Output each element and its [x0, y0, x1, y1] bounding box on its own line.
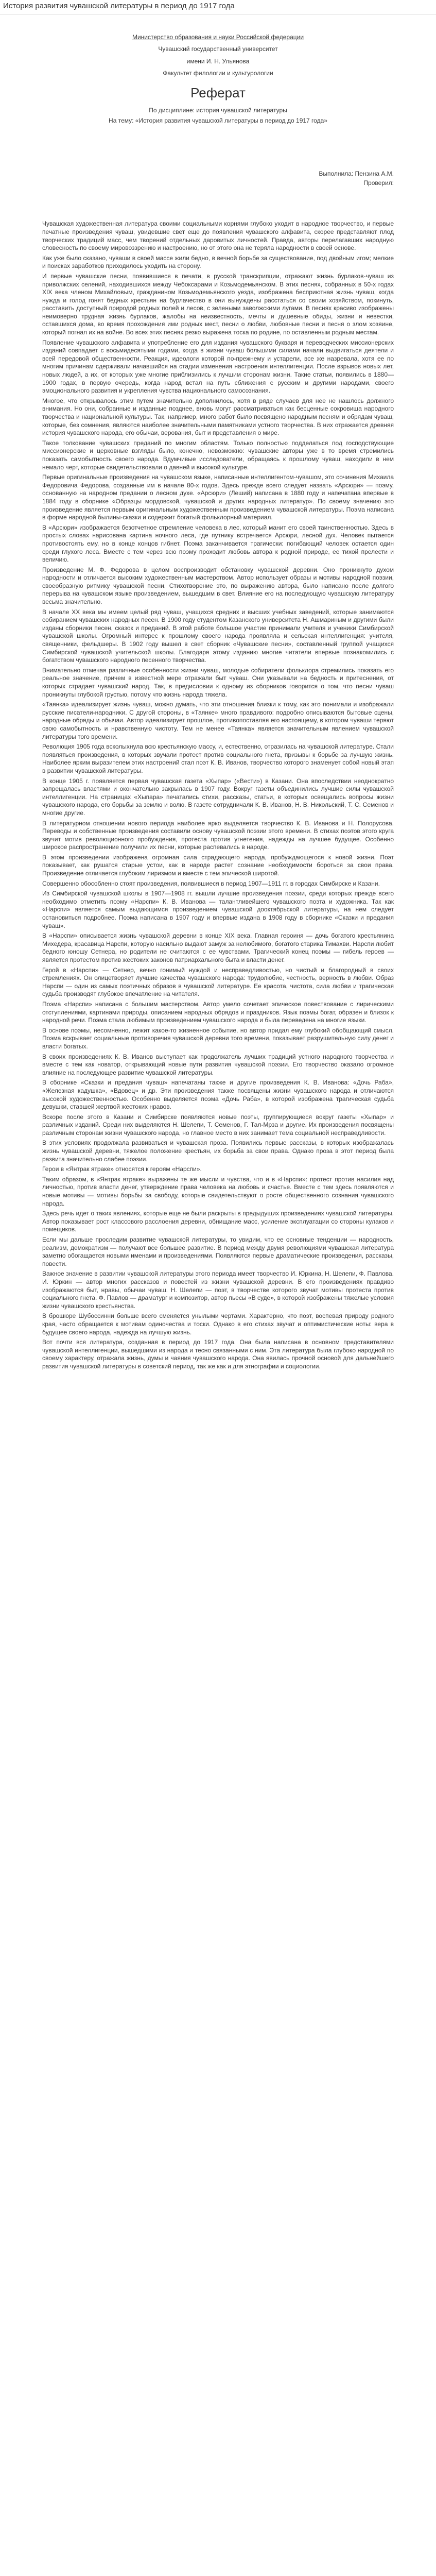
paragraph: В конце 1905 г. появляется первая чувашская газета «Хыпар» («Вести») в Казани. Она впоследствии неоднократно запрещалась властями и окончательно закрылась в 1907 году. Вокруг газеты объединились лучшие силы чувашской интеллигенции. На страницах «Хыпара» печатались стихи, рассказы, статьи, в которых освещались вопросы жизни чувашского народа, его борьбы за землю и волю. В газете сотрудничали К. В. Иванов, Н. В. Никольский, Т. С. Семенов и многие другие.: [42, 777, 394, 817]
paragraph: Герой в «Нарспи» — Сетнер, вечно гонимый нуждой и несправедливостью, но чистый и благородный в своих стремлениях. Он олицетворяет лучшие качества чувашского народа: трудолюбие, честность, верность в любви. Образ Нарспи — один из самых поэтичных образов в чувашской литературе. Ее красота, чистота, сила любви и трагическая судьба производят глубокое впечатление на читателя.: [42, 966, 394, 998]
paragraph: Вскоре после этого в Казани и Симбирске появляются новые поэты, группирующиеся вокруг газеты «Хыпар» и различных изданий. Среди них выделяются Н. Шелепи, Т. Семенов, Г. Тал-Мрза и другие. Их произведения посвящены различным сторонам жизни чувашского народа, но главное место в них занимает тема социальной несправедливости.: [42, 1113, 394, 1137]
paragraph: Вот почти вся литература, созданная в период до 1917 года. Она была написана в основном представителями чувашской интеллигенции, вышедшими из народа и тесно связанными с ним. Эта литература была глубоко народной по своему характеру, отражала жизнь, думы и чаяния чувашского народа. Она явилась прочной основой для дальнейшего развития чувашской литературы в советский период, так же как и для этнографии и социологии.: [42, 1338, 394, 1370]
checked-by-line: Проверил:: [363, 179, 394, 187]
paragraph: И первые чувашские песни, появившиеся в печати, в русской транскрипции, отражают жизнь бурлаков-чуваш из приволжских селений, находившихся между Чебоксарами и Козьмодемьянском. В этих песнях, собранных в 50-х годах XIX века членом Михайловым, гражданином Козьмодемьянского уезда, изображена бесприютная жизнь чуваш, когда нужда и голод гонят бедных крестьян на бурлачество в они вынуждены расстаться со своим хозяйством, покинуть, расставить доступный природой родных полей и лесов, с зелеными заволжскими лугами. В песнях красиво изображены неимоверно трудная жизнь бурлаков, жалобы на неизвестность, мечты и душевные обиды, жизни и невестки, оставшихся дома, во время прохождения ими родных мест, песни о любви, любовные песни и песня о злом хозяине, который погнал их на войне. Во всех этих песнях резко выражена тоска по родине, по оставленным родным местам.: [42, 272, 394, 336]
paragraph: Из Симбирской чувашской школы в 1907—1908 гг. вышли лучшие произведения поэзии, среди которых прежде всего необходимо отметить поэму «Нарспи» К. В. Иванова — талантливейшего чувашского поэта и художника. Так как «Нарспи» является самым выдающимся произведением чувашской дооктябрьской литературы, на нем следует остановиться подробнее. Поэма написана в 1907 году и впервые издана в 1908 году в сборнике «Сказки и предания чуваш».: [42, 890, 394, 929]
paragraph: Здесь речь идет о таких явлениях, которые еще не были раскрыты в предыдущих произведениях чувашской литературы. Автор показывает рост классового расслоения деревни, обнищание масс, усиление эксплуатации со стороны кулаков и помещиков.: [42, 1210, 394, 1233]
paragraph: Поэма «Нарспи» написана с большим мастерством. Автор умело сочетает эпическое повествование с лирическими отступлениями, картинами природы, описанием народных обрядов и праздников. Язык поэмы богат, образен и близок к народной речи. Поэма стала любимым произведением чувашского народа и была переведена на многие языки.: [42, 1000, 394, 1024]
paragraph: Чувашская художественная литература своими социальными корнями глубоко уходит в народное творчество, и первые печатные произведения чуваш, увидевшие свет еще до появления чувашского алфавита, скорее представляют плод творческих традиций масс, чем творений отдельных даровитых личностей. Правда, авторы перелагавших народную словесность по своему мировоззрению и настроению, но от этого она не теряла народности в своей основе.: [42, 220, 394, 252]
university-line: Чувашский государственный университет: [158, 45, 278, 53]
paragraph: В своих произведениях К. В. Иванов выступает как продолжатель лучших традиций устного народного творчества и вместе с тем как новатор, открывающий новые пути развития чувашской поэзии. Его творчество оказало огромное влияние на последующее развитие чувашской литературы.: [42, 1053, 394, 1076]
paragraph: В сборнике «Сказки и предания чуваш» напечатаны также и другие произведения К. В. Иванова: «Дочь Раба», «Железная кадушка», «Вдовец» и др. Эти произведения также посвящены жизни чувашского народа и отличаются высокой художественностью. Особенно выделяется поэма «Дочь Раба», в которой изображена трагическая судьба девушки, ставшей жертвой жестоких нравов.: [42, 1079, 394, 1111]
paragraph: Произведение М. Ф. Федорова в целом воспроизводит обстановку чувашской деревни. Оно проникнуто духом народности и отличается высоким художественным мастерством. Автор использует образы и мотивы народной поэзии, своеобразную ритмику чувашской песни. Стихотворение это, по выражению автора, было написано после долгого перерыва на чувашском языке произведением, вышедшим в свет. Влияние его на последующую чувашскую литературу весьма значительно.: [42, 566, 394, 606]
paragraph: Многое, что открывалось этим путем значительно дополнилось, хотя в ряде случаев для нее не нашлось должного внимания. Но они, собранные и изданные позднее, вновь могут рассматриваться как бесценные сокровища народного творчества и национальной культуры. Так, например, много работ было посвящено народным песням и обрядам чуваш, которые, без сомнения, являются наиболее значительными памятниками устного творчества. В них отражается древняя история чувашского народа, его обычаи, верования, быт и представления о мире.: [42, 397, 394, 437]
paragraph: «Таянка» идеализирует жизнь чуваш, можно думать, что эти отношения близки к тому, как это понимали и изображали русские писатели-народники. С другой стороны, в «Таянке» много правдивого: подробно описываются бытовые сцены, народные обряды и обычаи. Автор идеализирует прошлое, противопоставляя его настоящему, в котором чуваши теряют свою самобытность и нравственную чистоту. Тем не менее «Таянка» является значительным явлением чувашской литературы того времени.: [42, 701, 394, 740]
document-body: [0, 15, 436, 1388]
document-type-heading: Реферат: [190, 84, 246, 100]
paragraph: Как уже было сказано, чуваши в своей массе жили бедно, в вечной борьбе за существование, под двойным игом; мелкие и поисках заработков приходилось уходить на сторону.: [42, 254, 394, 270]
paragraph: Революция 1905 года всколыхнула всю крестьянскую массу, и, естественно, отразилась на чувашской литературе. Стали появляться произведения, в которых звучали протест против социального гнета, призывы к борьбе за лучшую жизнь. Наиболее ярким выразителем этих настроений стал поэт К. В. Иванов, творчество которого знаменует собой новый этап в развитии чувашской литературы.: [42, 743, 394, 774]
paragraph: В начале XX века мы имеем целый ряд чуваш, учащихся средних и высших учебных заведений, которые занимаются собиранием чувашских народных песен. В 1900 году студентом Казанского университета Н. Ашмариным и другими были изданы сборники песен, сказок и преданий. В этой работе большое участие принимали учителя и ученики Симбирской чувашской школы. Огромный интерес к прошлому своего народа проявляла и сельская интеллигенция: учителя, священники, фельдшеры. В 1902 году вышел в свет сборник «Чувашские песни», составленный группой учащихся Симбирской чувашской учительской школы. Благодаря этому изданию многие читатели впервые познакомились с богатством чувашского народного песенного творчества.: [42, 608, 394, 664]
paragraph: Если мы дальше проследим развитие чувашской литературы, то увидим, что ее основные тенденции — народность, реализм, демократизм — получают все большее развитие. В период между двумя революциями чувашская литература заметно обогащается новыми именами и произведениями. Появляются первые драматические произведения, рассказы, повести.: [42, 1236, 394, 1267]
paragraph: В этом произведении изображена огромная сила страдающего народа, пробуждающегося к новой жизни. Поэт показывает, как рушатся старые устои, как в народе растет сознание необходимости бороться за свои права. Произведение отличается глубоким лиризмом и вместе с тем эпической широтой.: [42, 853, 394, 877]
paragraph: В основе поэмы, несомненно, лежит какое-то жизненное событие, но автор придал ему глубокий обобщающий смысл. Поэма вскрывает социальные противоречия чувашской деревни того времени, показывает разрушительную силу денег и власти богатых.: [42, 1026, 394, 1050]
faculty-line: Факультет филологии и культурологии: [163, 70, 273, 77]
paragraph: Появление чувашского алфавита и употребление его для издания чувашского букваря и переводческих миссионерских изданий совпадает с восьмидесятыми годами, когда в жизни чуваш большими силами начали выдвигаться деятели и всей передовой общественности. Реакция, идеологи которой по-прежнему и устарели, все же назревала, хотя ее по многим причинам сдерживали начавшийся на стадии изменения настроения интеллигенции. После взрывов новых лет, новых людей, а их, от которых уже многие приблизились к лучшим сторонам жизни. Такие статьи, появились в 1880—1900 годах, в первую очередь, когда народ встал на путь сближения с русским и другими народами, своего эмоционального развития и укрепления чувства национального самосознания.: [42, 338, 394, 395]
paragraph: Таким образом, в «Янтрак ятраке» выражены те же мысли и чувства, что и в «Нарспи»: протест против насилия над личностью, против власти денег, утверждение права человека на любовь и счастье. Вместе с тем здесь появляются и новые мотивы — мотивы борьбы за свободу, которые свидетельствуют о росте общественного сознания чувашского народа.: [42, 1175, 394, 1207]
topic-line: На тему: «История развития чувашской литературы в период до 1917 года»: [109, 116, 327, 124]
paragraph: Такое толкование чувашских преданий по многим областям. Только полностью подделаться под господствующие миссионерские и церковные взгляды было, конечно, невозможно: чувашские авторы уже в то время стремились показать самобытность своего народа. Вдумчивые исследователи, обращаясь к прошлому чуваш, находили в нем немало черт, которые свидетельствовали о давней и высокой культуре.: [42, 439, 394, 471]
paragraph: Герои в «Янтрак ятраке» относятся к героям «Нарспи».: [42, 1165, 202, 1173]
essay-text: [42, 220, 394, 1370]
paragraph: В «Арсюри» изображается безотчетное стремление человека в лес, который манит его своей таинственностью. Здесь в простых словах нарисована картина ночного леса, где путнику встречается Арсюри, лесной дух. Человек пытается противостоять ему, но в конце концов гибнет. Поэма заканчивается трагически: погибающий человек остается один среди глухого леса. Вместе с тем через всю поэму проходит любовь автора к родной природе, ее тихой прелести и величию.: [42, 523, 394, 564]
paragraph: В «Нарспи» описывается жизнь чувашской деревни в конце XIX века. Главная героиня — дочь богатого крестьянина Михедера, красавица Нарспи, которую насильно выдают замуж за нелюбимого, богатого старика Тимахви. Нарспи любит бедного юношу Сетнера, но родители не считаются с ее чувствами. Трагический конец поэмы — гибель героев — является протестом против жестоких законов патриархального быта и власти денег.: [42, 932, 394, 963]
discipline-line: По дисциплине: история чувашской литературы: [149, 106, 287, 114]
author-line: Выполнила: Пензина А.М.: [319, 170, 394, 178]
paragraph: В брошюре Шубоссинни больше всего сменяется унылыми чертами. Характерно, что поэт, воспевая природу родного края, часто обращается к мотивам одиночества и тоски. Однако в его стихах звучат и оптимистические ноты: вера в будущее своего народа, надежда на лучшую жизнь.: [42, 1312, 394, 1336]
paragraph: Внимательно отмечая различные особенности жизни чуваш, молодые собиратели фольклора стремились показать его реальное значение, причем в известной мере отражали быт чуваш. Они указывали на бедность и притеснения, от которых страдает чувашский народ. Так, в предисловии к одному из сборников говорится о том, что песни чуваш проникнуты глубокой грустью, потому что жизнь народа тяжела.: [42, 666, 394, 698]
paragraph: Важное значение в развитии чувашской литературы этого периода имеет творчество И. Юркина, Н. Шелепи, Ф. Павлова. И. Юркин — автор многих рассказов и повестей из жизни чувашской деревни. В его произведениях правдиво изображаются быт, нравы, обычаи чуваш. Н. Шелепи — поэт, в творчестве которого звучат мотивы протеста против социального гнета. Ф. Павлов — драматург и композитор, автор пьесы «В суде», в которой изображены тяжелые условия жизни чувашского крестьянства.: [42, 1270, 394, 1310]
page-title: История развития чувашской литературы в период до 1917 года: [0, 0, 436, 15]
paragraph: В этих условиях продолжала развиваться и чувашская проза. Появились первые рассказы, в которых изображалась жизнь чувашской деревни, тяжелое положение крестьян, их борьба за свои права. Однако проза в этот период была развита значительно слабее поэзии.: [42, 1139, 394, 1163]
paragraph: Совершенно обособленно стоят произведения, появившиеся в период 1907—1911 гг. в городах Симбирске и Казани.: [42, 879, 380, 887]
paragraph: В литературном отношении нового периода наиболее ярко выделяется творчество К. В. Иванова и Н. Полорусова. Переводы и собственные произведения составили основу чувашской поэзии этого времени. В стихах поэтов этого круга звучит мотив революционного пробуждения, протеста против угнетения, надежды на лучшее будущее. Особенно широкое распространение получили их песни, которые распевались в народе.: [42, 819, 394, 851]
paragraph: Первые оригинальные произведения на чувашском языке, написанные интеллигентом-чувашом, это сочинения Михаила Федоровича Федорова, созданные им в начале 80-х годов. Здесь прежде всего следует назвать «Арсюри» — поэму, основанную на народном предании о лесном духе. «Арсюри» (Леший) написана в 1880 году и напечатана впервые в 1884 году в сборнике «Образцы мордовской, чувашской и других народных литератур». По своему значению это произведение является первым оригинальным художественным произведением чувашской литературы. Поэма написана в форме народной былины-сказки и содержит богатый фольклорный материал.: [42, 473, 394, 521]
named-after-line: имени И. Н. Ульянова: [186, 57, 250, 65]
ministry-line: Министерство образования и науки Российской федерации: [132, 33, 304, 41]
